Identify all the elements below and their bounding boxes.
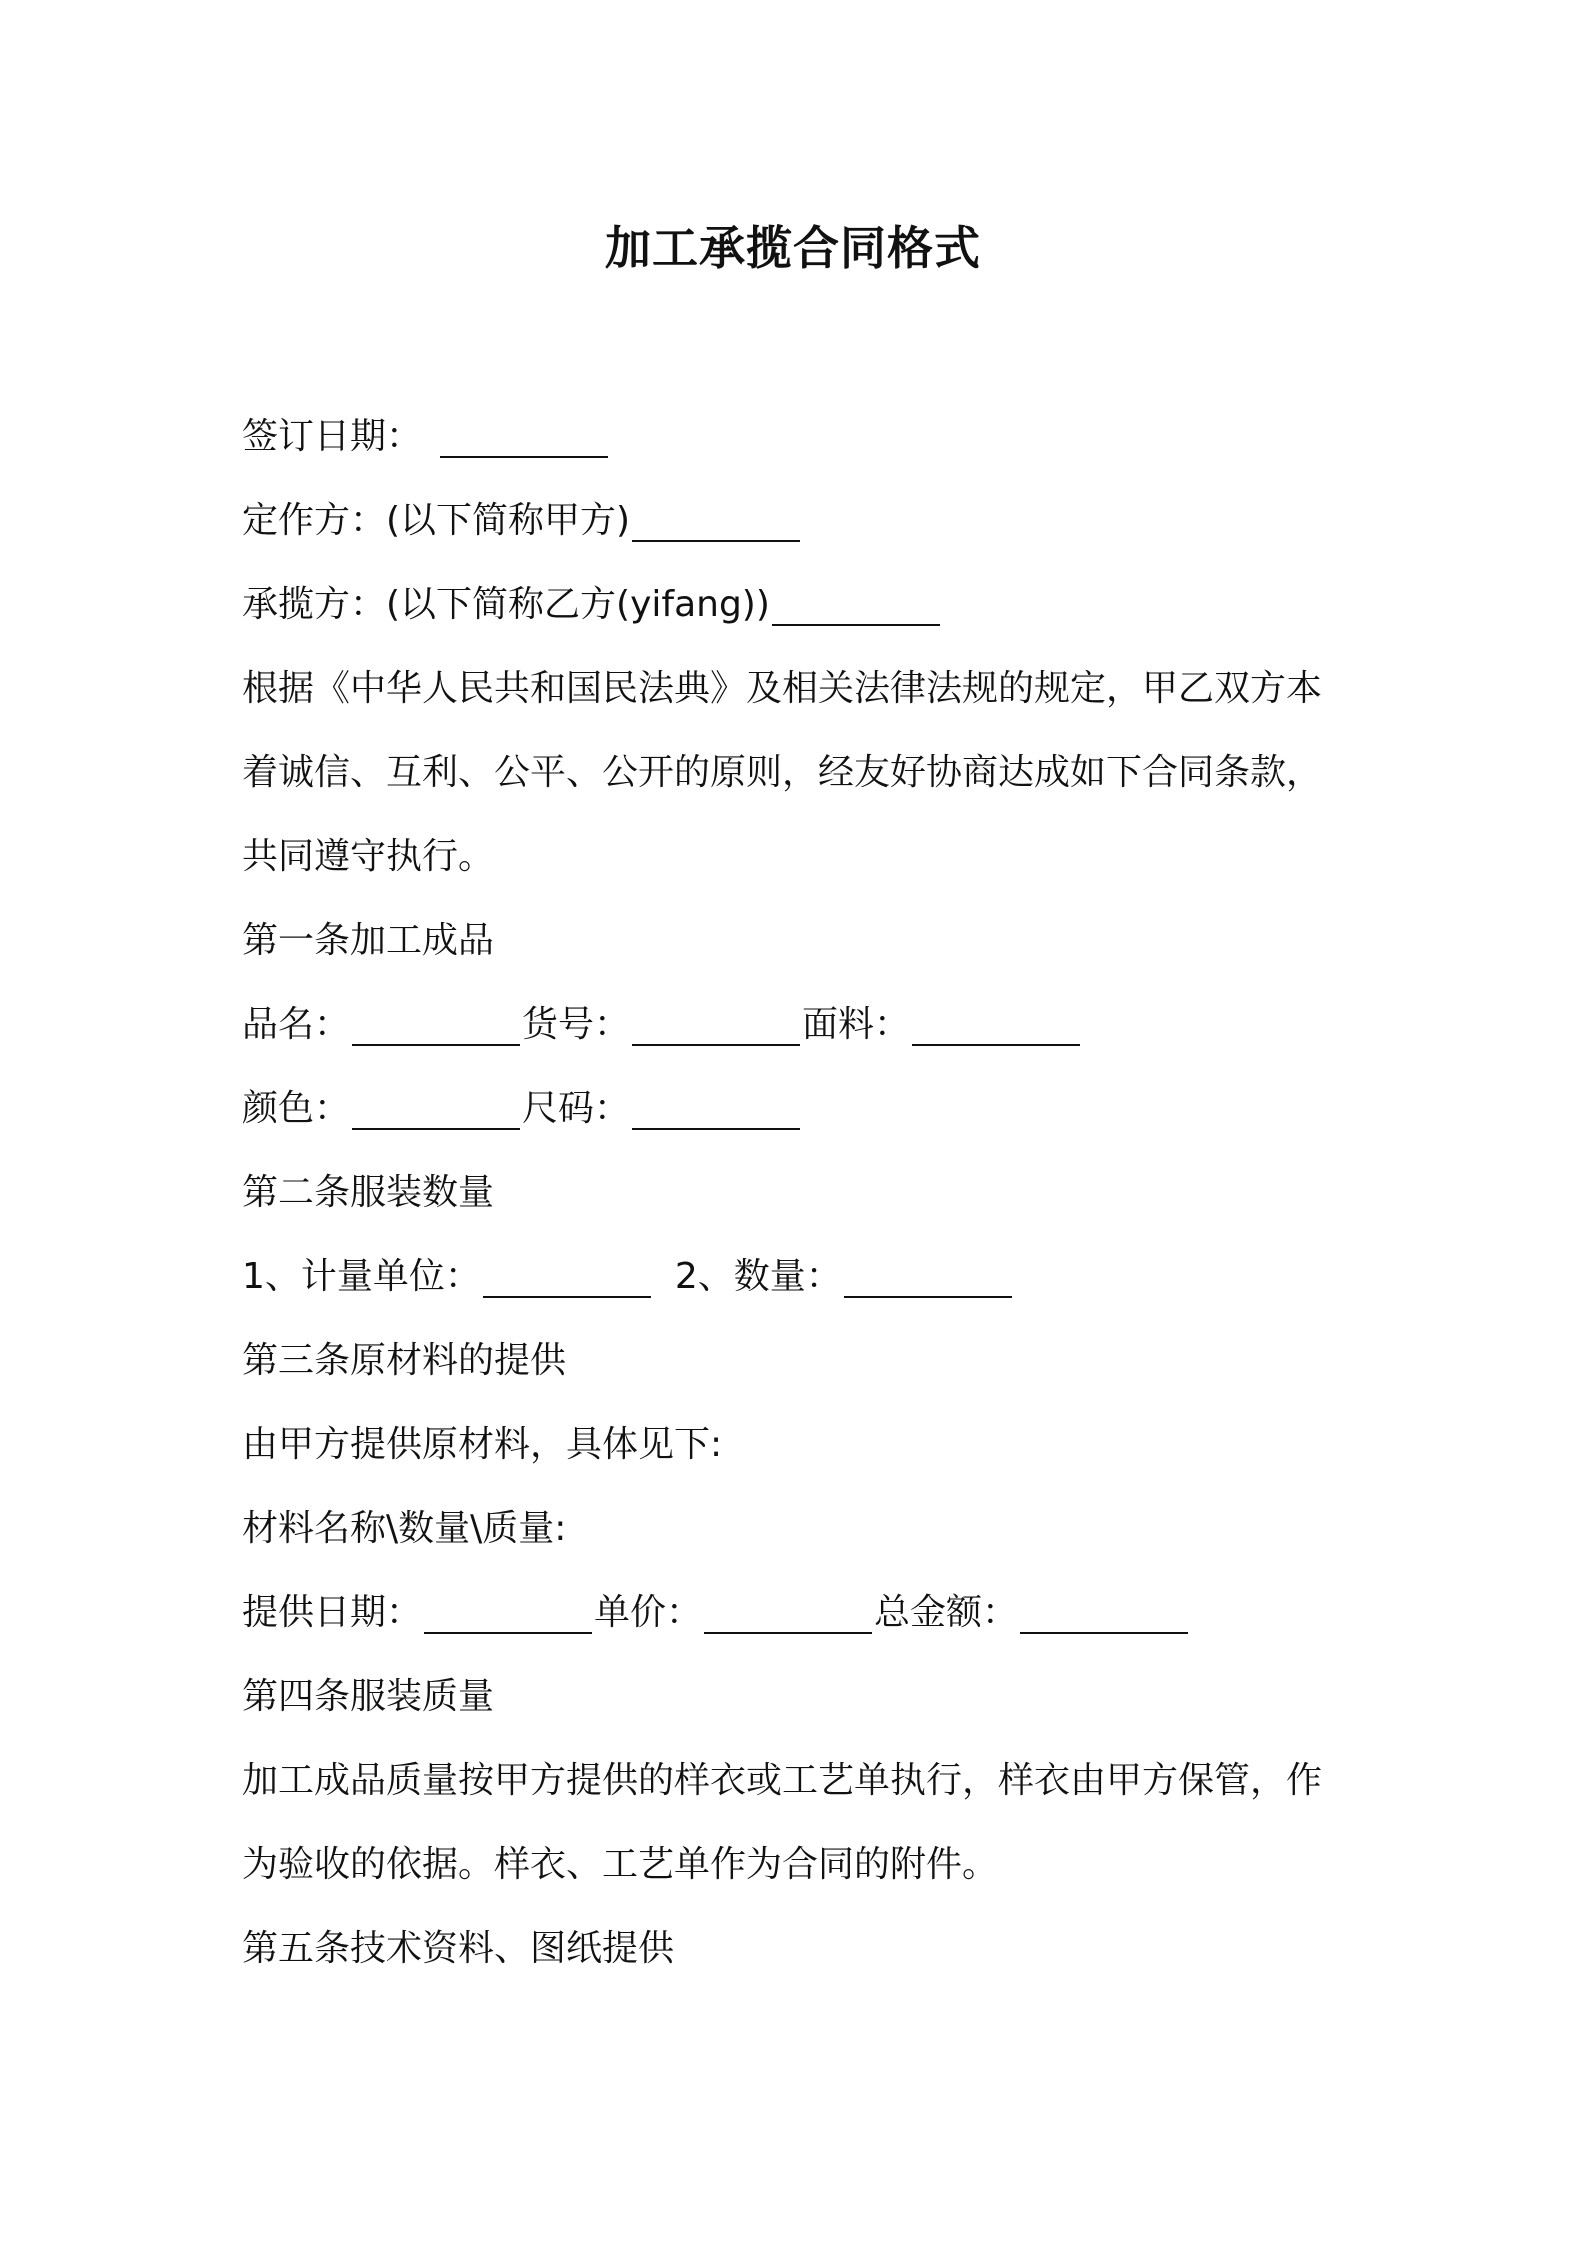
unit-label: 1、计量单位：	[242, 1256, 481, 1297]
supply-date-label: 提供日期：	[242, 1592, 423, 1633]
product-name-blank[interactable]	[352, 1014, 520, 1046]
article4-line-2: 为验收的依据。样衣、工艺单作为合同的附件。	[242, 1844, 999, 1885]
article1-heading: 第一条加工成品	[242, 920, 495, 961]
item-no-blank[interactable]	[632, 1014, 800, 1046]
product-name-label: 品名：	[242, 1004, 351, 1045]
quantity-label: 2、数量：	[674, 1256, 842, 1297]
article1-row2	[242, 1074, 802, 1144]
fabric-label: 面料：	[802, 1004, 911, 1045]
sign-date-label: 签订日期：	[242, 416, 423, 457]
size-blank[interactable]	[632, 1098, 800, 1130]
article4-heading: 第四条服装质量	[242, 1676, 495, 1717]
article3-row	[242, 1578, 1190, 1648]
fabric-blank[interactable]	[912, 1014, 1080, 1046]
supply-date-blank[interactable]	[424, 1602, 592, 1634]
article1-row1	[242, 990, 1082, 1060]
document-title: 加工承揽合同格式	[605, 221, 981, 275]
color-label: 颜色：	[242, 1088, 351, 1129]
article2-heading: 第二条服装数量	[242, 1172, 495, 1213]
material-label: 材料名称\数量\质量:	[242, 1508, 567, 1549]
item-no-label: 货号：	[522, 1004, 631, 1045]
party-a-line	[242, 486, 802, 556]
article5-heading: 第五条技术资料、图纸提供	[242, 1928, 675, 1969]
quantity-blank[interactable]	[844, 1266, 1012, 1298]
party-a-label: 定作方：(以下简称甲方)	[242, 500, 631, 541]
sign-date-line	[242, 402, 610, 472]
party-b-line	[242, 570, 942, 640]
party-b-label: 承揽方：(以下简称乙方(yifang))	[242, 584, 770, 625]
total-blank[interactable]	[1020, 1602, 1188, 1634]
total-label: 总金额：	[874, 1592, 1019, 1633]
article2-row	[242, 1242, 1014, 1312]
color-blank[interactable]	[352, 1098, 520, 1130]
article3-heading: 第三条原材料的提供	[242, 1340, 567, 1381]
party-a-blank[interactable]	[632, 510, 800, 542]
supply-text: 由甲方提供原材料，具体见下:	[242, 1424, 723, 1465]
party-b-blank[interactable]	[772, 594, 940, 626]
unit-blank[interactable]	[483, 1266, 651, 1298]
size-label: 尺码：	[522, 1088, 631, 1129]
intro-line-1: 根据《中华人民共和国民法典》及相关法律法规的规定，甲乙双方本	[242, 668, 1323, 709]
unit-price-label: 单价：	[594, 1592, 703, 1633]
unit-price-blank[interactable]	[704, 1602, 872, 1634]
intro-line-3: 共同遵守执行。	[242, 836, 495, 877]
sign-date-blank[interactable]	[440, 426, 608, 458]
intro-line-2: 着诚信、互利、公平、公开的原则，经友好协商达成如下合同条款，	[242, 752, 1323, 793]
article4-line-1: 加工成品质量按甲方提供的样衣或工艺单执行，样衣由甲方保管，作	[242, 1760, 1323, 1801]
